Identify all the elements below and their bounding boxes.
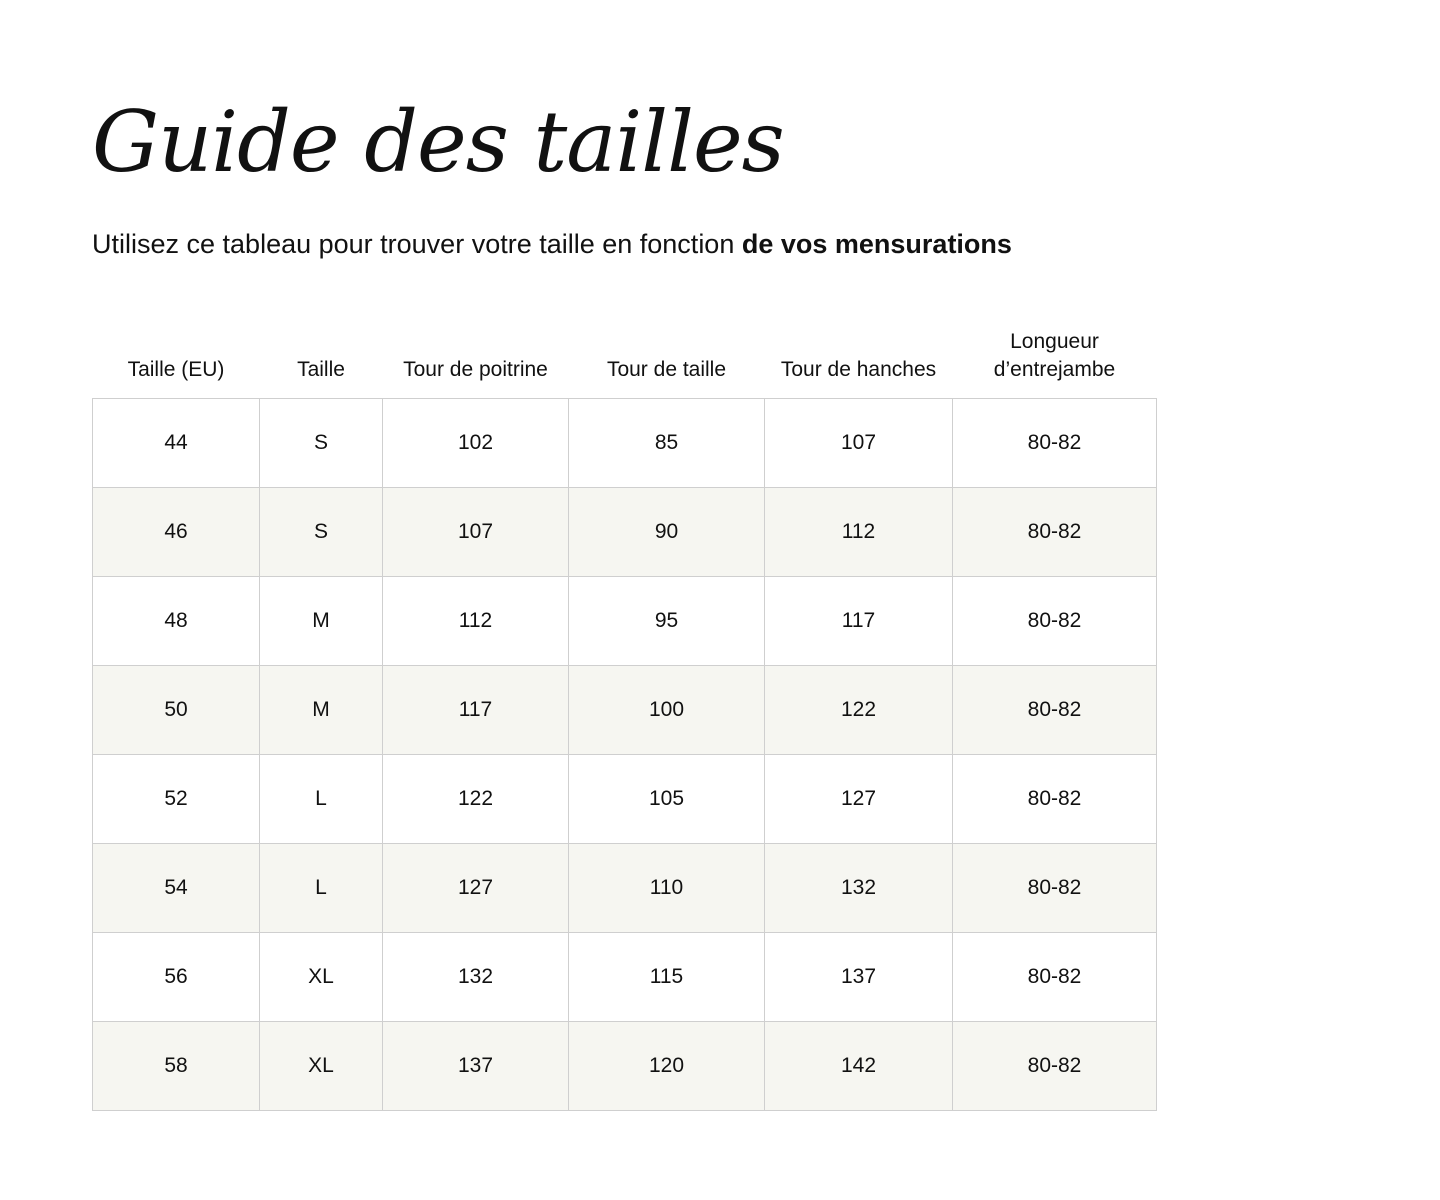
cell-chest: 122 <box>383 755 569 844</box>
column-header-inseam-line1: Longueur <box>1010 330 1099 353</box>
cell-hips: 132 <box>765 844 953 933</box>
table-row <box>93 666 1157 755</box>
column-header-inseam-line2: d’entrejambe <box>993 358 1116 381</box>
cell-hips: 112 <box>765 488 953 577</box>
table-row <box>93 933 1157 1022</box>
cell-inseam: 80-82 <box>953 844 1157 933</box>
page-title: Guide des tailles <box>92 93 784 191</box>
table-row <box>93 1022 1157 1111</box>
cell-waist: 95 <box>569 577 765 666</box>
cell-hips: 127 <box>765 755 953 844</box>
cell-eu-size: 46 <box>93 488 260 577</box>
cell-waist: 115 <box>569 933 765 1022</box>
cell-chest: 112 <box>383 577 569 666</box>
cell-size: M <box>260 666 383 755</box>
cell-size: XL <box>260 1022 383 1111</box>
cell-size: S <box>260 399 383 488</box>
table-row <box>93 488 1157 577</box>
cell-hips: 137 <box>765 933 953 1022</box>
cell-waist: 90 <box>569 488 765 577</box>
cell-chest: 107 <box>383 488 569 577</box>
cell-eu-size: 44 <box>93 399 260 488</box>
column-header-size: Taille <box>297 358 345 381</box>
cell-size: XL <box>260 933 383 1022</box>
table-row <box>93 399 1157 488</box>
cell-eu-size: 50 <box>93 666 260 755</box>
cell-size: L <box>260 844 383 933</box>
subtitle-regular-text: Utilisez ce tableau pour trouver votre taille en fonction <box>92 229 742 259</box>
cell-inseam: 80-82 <box>953 399 1157 488</box>
cell-inseam: 80-82 <box>953 933 1157 1022</box>
cell-hips: 117 <box>765 577 953 666</box>
cell-waist: 105 <box>569 755 765 844</box>
cell-inseam: 80-82 <box>953 488 1157 577</box>
cell-eu-size: 58 <box>93 1022 260 1111</box>
cell-size: M <box>260 577 383 666</box>
table-row <box>93 755 1157 844</box>
cell-eu-size: 52 <box>93 755 260 844</box>
cell-size: L <box>260 755 383 844</box>
cell-inseam: 80-82 <box>953 577 1157 666</box>
cell-hips: 142 <box>765 1022 953 1111</box>
column-header-eu-size: Taille (EU) <box>127 358 225 381</box>
cell-eu-size: 54 <box>93 844 260 933</box>
cell-chest: 102 <box>383 399 569 488</box>
cell-chest: 117 <box>383 666 569 755</box>
column-header-hips: Tour de hanches <box>780 358 937 381</box>
cell-eu-size: 56 <box>93 933 260 1022</box>
cell-hips: 122 <box>765 666 953 755</box>
subtitle-bold-text: de vos mensurations <box>741 229 1012 259</box>
table-header-row <box>93 302 1157 399</box>
size-guide-table <box>92 302 1157 1111</box>
cell-eu-size: 48 <box>93 577 260 666</box>
cell-waist: 110 <box>569 844 765 933</box>
cell-hips: 107 <box>765 399 953 488</box>
cell-waist: 100 <box>569 666 765 755</box>
cell-waist: 85 <box>569 399 765 488</box>
cell-inseam: 80-82 <box>953 1022 1157 1111</box>
cell-inseam: 80-82 <box>953 755 1157 844</box>
cell-waist: 120 <box>569 1022 765 1111</box>
column-header-inseam <box>953 302 1157 399</box>
page-subtitle <box>92 226 1012 262</box>
table-row <box>93 577 1157 666</box>
cell-size: S <box>260 488 383 577</box>
cell-inseam: 80-82 <box>953 666 1157 755</box>
table-row <box>93 844 1157 933</box>
cell-chest: 137 <box>383 1022 569 1111</box>
cell-chest: 127 <box>383 844 569 933</box>
cell-chest: 132 <box>383 933 569 1022</box>
column-header-waist: Tour de taille <box>606 358 727 381</box>
column-header-chest: Tour de poitrine <box>403 358 548 381</box>
